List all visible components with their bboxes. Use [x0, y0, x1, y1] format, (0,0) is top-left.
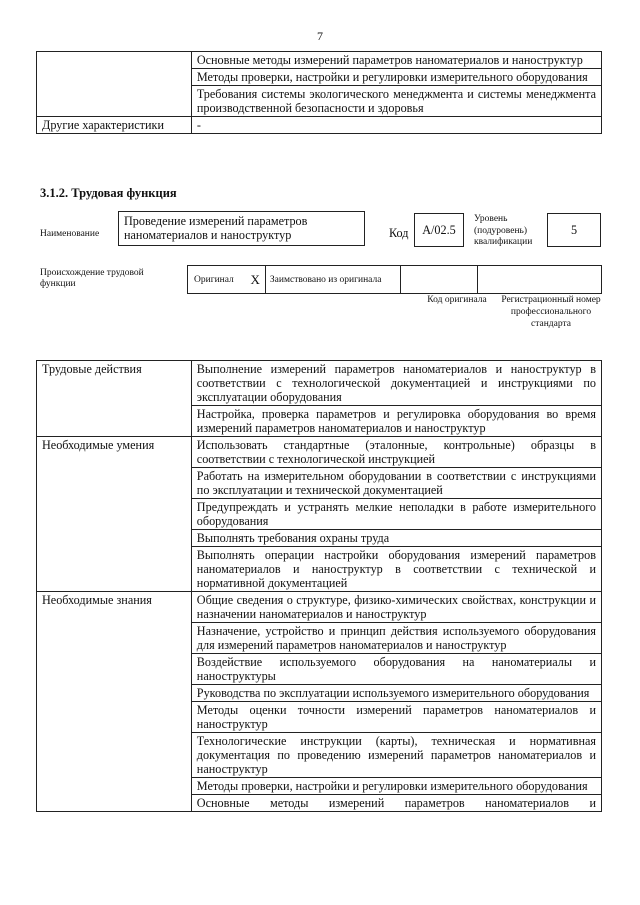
table-row	[37, 361, 602, 406]
page-number: 7	[317, 29, 323, 43]
action-item: Выполнение измерений параметров наноматериалов и наноструктур в соответствии с технологической документацией и инструкциями по эксплуатации оборудования	[191, 361, 601, 406]
origin-table	[187, 265, 602, 294]
knowledge-label: Необходимые знания	[37, 592, 192, 812]
table-row	[188, 266, 602, 294]
registration-number-cell	[478, 266, 602, 294]
original-label: Оригинал	[188, 266, 246, 294]
skills-label: Необходимые умения	[37, 437, 192, 592]
actions-label: Трудовые действия	[37, 361, 192, 437]
empty-label-cell	[37, 52, 192, 117]
knowledge-item: Требования системы экологического менеджмента и системы менеджмента производственной безопасности и здоровья	[191, 86, 601, 117]
code-label: Код	[389, 226, 409, 240]
skill-item: Использовать стандартные (эталонные, контрольные) образцы в соответствии с технологической инструкцией	[191, 437, 601, 468]
original-code-cell	[400, 266, 478, 294]
knowledge-item: Технологические инструкции (карты), техническая и нормативная документация по проведению измерений параметров наноматериалов и наноструктур	[191, 733, 601, 778]
original-code-caption: Код оригинала	[427, 295, 487, 305]
section-title: 3.1.2. Трудовая функция	[40, 186, 177, 200]
knowledge-item: Основные методы измерений параметров наноматериалов и	[191, 795, 601, 812]
knowledge-item: Воздействие используемого оборудования на наноматериалы и наноструктуры	[191, 654, 601, 685]
knowledge-item: Основные методы измерений параметров наноматериалов и наноструктур	[191, 52, 601, 69]
table-row	[37, 437, 602, 468]
table-row	[37, 52, 602, 69]
origin-label: Происхождение трудовой функции	[40, 268, 144, 289]
skill-item: Выполнять операции настройки оборудования измерений параметров наноматериалов и наноструктур в соответствии с технической и нормативной документацией	[191, 547, 601, 592]
knowledge-item: Назначение, устройство и принцип действия используемого оборудования для измерений параметров наноматериалов и наноструктур	[191, 623, 601, 654]
knowledge-item: Методы оценки точности измерений параметров наноматериалов и наноструктур	[191, 702, 601, 733]
name-label: Наименование	[40, 229, 100, 239]
skill-item: Работать на измерительном оборудовании в соответствии с инструкциями по эксплуатации и технической документацией	[191, 468, 601, 499]
registration-number-caption: Регистрационный номер профессионального стандарта	[501, 295, 601, 329]
knowledge-item: Общие сведения о структуре, физико-химических свойствах, конструкции и назначении наноматериалов и наноструктур	[191, 592, 601, 623]
original-mark: X	[245, 266, 265, 294]
skill-item: Выполнять требования охраны труда	[191, 530, 601, 547]
knowledge-item: Методы проверки, настройки и регулировки измерительного оборудования	[191, 778, 601, 795]
level-label: Уровень (подуровень) квалификации	[474, 214, 533, 247]
qualification-level-box: 5	[547, 213, 601, 247]
skill-item: Предупреждать и устранять мелкие неполадки в работе измерительного оборудования	[191, 499, 601, 530]
table-row	[37, 592, 602, 623]
knowledge-item: Методы проверки, настройки и регулировки измерительного оборудования	[191, 69, 601, 86]
action-item: Настройка, проверка параметров и регулировка оборудования во время измерений параметров наноматериалов и наноструктур	[191, 406, 601, 437]
table-row	[37, 117, 602, 134]
other-characteristics-label: Другие характеристики	[37, 117, 192, 134]
borrowed-label: Заимствовано из оригинала	[265, 266, 400, 294]
function-code-box: А/02.5	[414, 213, 464, 247]
labor-function-table	[36, 360, 602, 812]
knowledge-item: Руководства по эксплуатации используемого измерительного оборудования	[191, 685, 601, 702]
knowledge-continuation-table	[36, 51, 602, 134]
other-characteristics-value: -	[191, 117, 601, 134]
function-name-box: Проведение измерений параметров наноматериалов и наноструктур	[118, 211, 365, 246]
